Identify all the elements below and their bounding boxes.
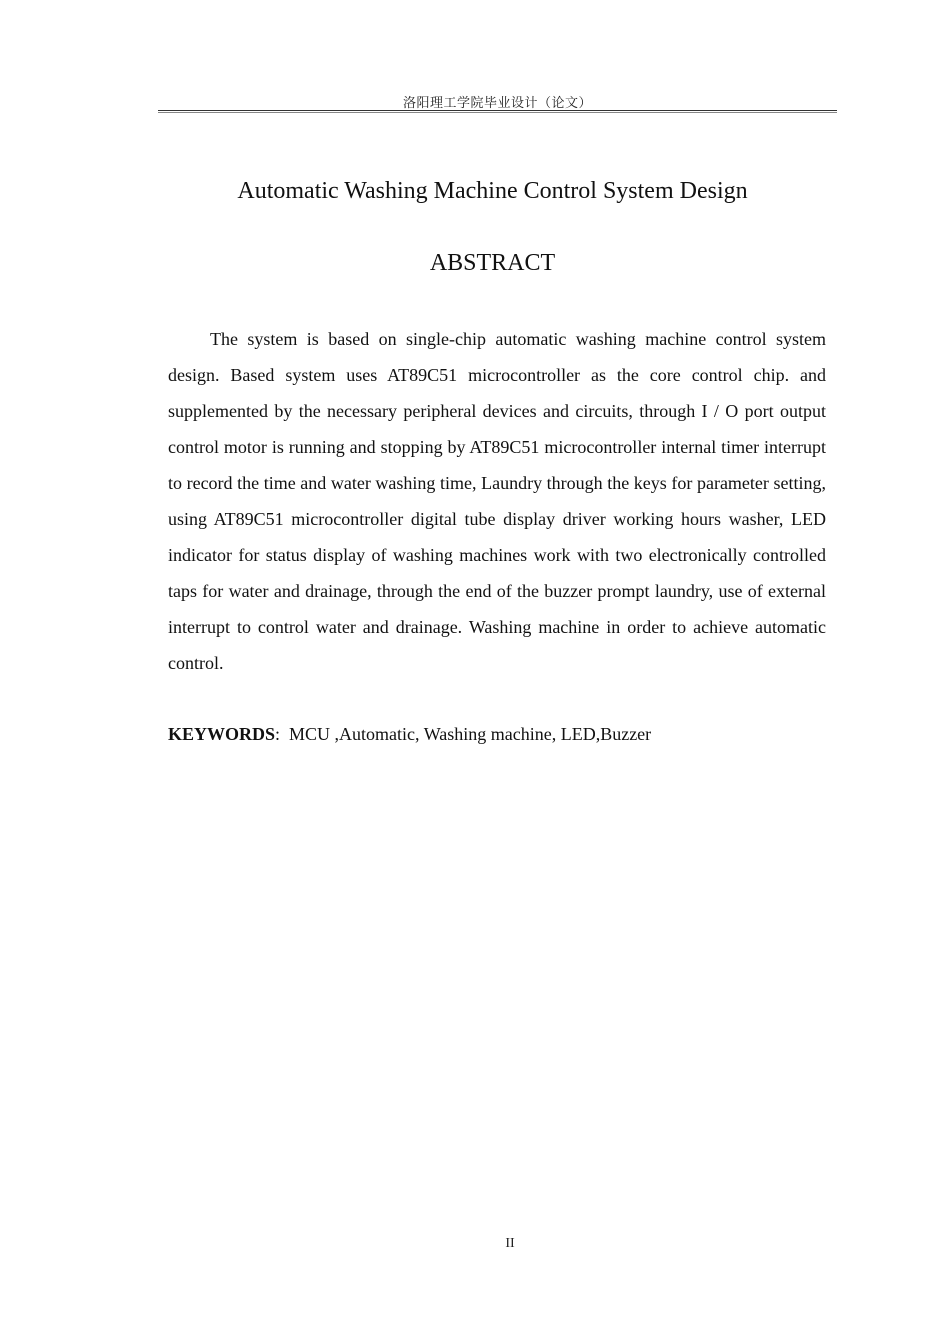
abstract-paragraph: The system is based on single-chip automatic washing machine control system design. Based system uses AT89C51 microcontroller as the core control chip. and supplemented by the necessary peripheral devices and circuits, through I / O port output control motor is running and stopping by AT89C51 microcontroller internal timer interrupt to record the time and water washing time, Laundry through the keys for parameter setting, using AT89C51 microcontroller digital tube display driver working hours washer, LED indicator for status display of washing machines work with two electronically controlled taps for water and drainage, through the end of the buzzer prompt laundry, use of external interrupt to control water and drainage. Washing machine in order to achieve automatic control. xyxy=(168,329,826,673)
keywords-separator: : xyxy=(275,724,281,744)
keywords-list: MCU ,Automatic, Washing machine, LED,Buzzer xyxy=(280,724,652,744)
keywords-line xyxy=(168,716,826,752)
header-divider xyxy=(158,110,837,113)
abstract-heading: ABSTRACT xyxy=(429,250,556,276)
running-header: 洛阳理工学院毕业设计（论文） xyxy=(402,96,592,111)
paper-title: Automatic Washing Machine Control System Design xyxy=(237,178,748,204)
keywords-label: KEYWORDS xyxy=(168,724,276,744)
page-number: II xyxy=(505,1236,515,1251)
